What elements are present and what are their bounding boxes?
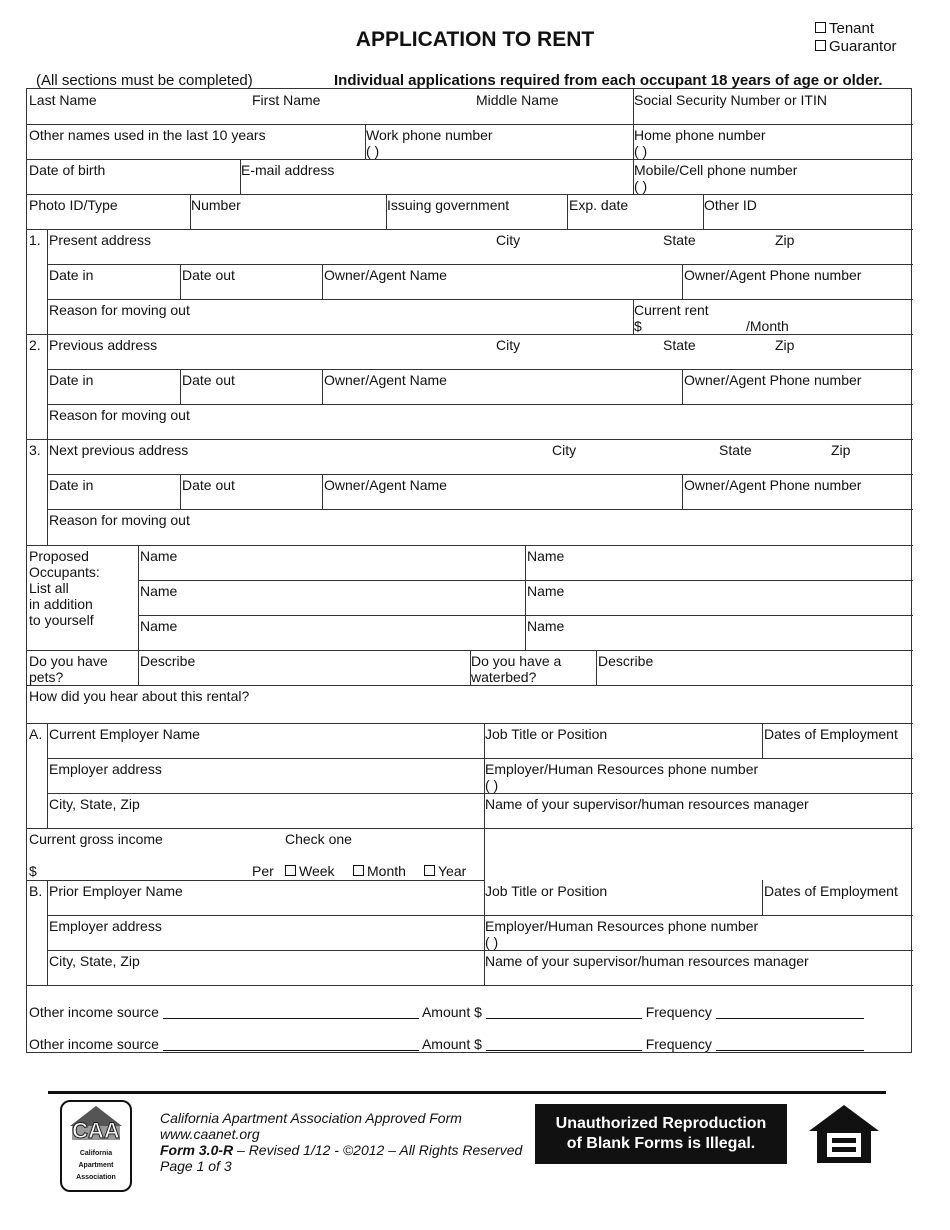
previous-date-in-field[interactable]: Date in <box>49 372 94 388</box>
caa-logo-sub-2: Apartment <box>78 1162 114 1169</box>
ssn-field[interactable]: Social Security Number or ITIN <box>634 92 827 108</box>
other-income-amount-input-1[interactable] <box>486 1006 642 1019</box>
other-id-field[interactable]: Other ID <box>704 197 757 213</box>
next-previous-reason-field[interactable]: Reason for moving out <box>49 512 190 528</box>
previous-owner-name-field[interactable]: Owner/Agent Name <box>324 372 447 388</box>
previous-state-field[interactable]: State <box>663 337 696 353</box>
address-2-number: 2. <box>29 337 41 353</box>
other-income-amount-label-2: Amount $ <box>421 1036 482 1052</box>
year-label: Year <box>438 863 467 879</box>
other-income-row-1 <box>29 1004 864 1020</box>
mobile-phone-area-code: ( ) <box>634 178 648 194</box>
present-reason-field[interactable]: Reason for moving out <box>49 302 190 318</box>
footer-info <box>160 1110 522 1174</box>
gross-income-dollar: $ <box>29 863 37 879</box>
other-names-field[interactable]: Other names used in the last 10 years <box>29 127 266 143</box>
other-income-frequency-input-1[interactable] <box>716 1006 864 1019</box>
present-state-field[interactable]: State <box>663 232 696 248</box>
gross-income-field[interactable]: Current gross income <box>29 831 163 847</box>
employer-a-letter: A. <box>29 726 43 742</box>
other-income-frequency-input-2[interactable] <box>716 1038 864 1051</box>
address-1-number: 1. <box>29 232 41 248</box>
guarantor-label: Guarantor <box>829 38 897 55</box>
month-checkbox[interactable] <box>353 865 364 876</box>
next-previous-date-out-field[interactable]: Date out <box>182 477 235 493</box>
id-number-field[interactable]: Number <box>191 197 241 213</box>
prior-dates-employment-field[interactable]: Dates of Employment <box>764 883 898 899</box>
dob-field[interactable]: Date of birth <box>29 162 106 178</box>
how-did-you-hear-field[interactable]: How did you hear about this rental? <box>29 688 250 704</box>
prior-employer-address-field[interactable]: Employer address <box>49 918 162 934</box>
current-dates-employment-field[interactable]: Dates of Employment <box>764 726 898 742</box>
occupants-label-line-4: in addition <box>29 596 93 612</box>
present-city-field[interactable]: City <box>496 232 521 248</box>
guarantor-checkbox[interactable] <box>815 40 826 51</box>
footer-page-number: Page 1 of 3 <box>160 1158 232 1174</box>
occupant-name-5[interactable]: Name <box>140 618 178 634</box>
footer-approved-form: California Apartment Association Approved Form <box>160 1110 462 1126</box>
footer-form-id: Form 3.0-R <box>160 1142 234 1158</box>
other-income-frequency-label-1: Frequency <box>645 1004 712 1020</box>
prior-hr-phone-field[interactable]: Employer/Human Resources phone number <box>485 918 759 934</box>
income-week-option[interactable] <box>285 863 335 879</box>
current-job-title-field[interactable]: Job Title or Position <box>485 726 608 742</box>
present-owner-phone-field[interactable]: Owner/Agent Phone number <box>684 267 862 283</box>
first-name-field[interactable]: First Name <box>252 92 321 108</box>
occupant-name-1[interactable]: Name <box>140 548 178 564</box>
prior-employer-city-field[interactable]: City, State, Zip <box>49 953 140 969</box>
prior-hr-phone-area-code: ( ) <box>485 934 499 950</box>
current-supervisor-field[interactable]: Name of your supervisor/human resources manager <box>485 796 809 812</box>
home-phone-field[interactable]: Home phone number <box>634 127 766 143</box>
photo-id-field[interactable]: Photo ID/Type <box>29 197 118 213</box>
waterbed-label-line-1: Do you have a <box>471 653 562 669</box>
other-income-frequency-label-2: Frequency <box>645 1036 712 1052</box>
present-zip-field[interactable]: Zip <box>775 232 795 248</box>
other-income-amount-label-1: Amount $ <box>421 1004 482 1020</box>
tenant-option[interactable] <box>815 20 874 37</box>
week-checkbox[interactable] <box>285 865 296 876</box>
caa-logo-sub-3: Association <box>76 1174 116 1181</box>
prior-job-title-field[interactable]: Job Title or Position <box>485 883 608 899</box>
middle-name-field[interactable]: Middle Name <box>476 92 559 108</box>
caa-logo-text: CAA <box>72 1118 120 1143</box>
pets-describe-field[interactable]: Describe <box>140 653 196 669</box>
work-phone-field[interactable]: Work phone number <box>366 127 493 143</box>
warning-line-2: of Blank Forms is Illegal. <box>566 1135 756 1152</box>
note-individual-applications: Individual applications required from each occupant 18 years of age or older. <box>334 72 883 89</box>
occupants-label-line-5: to yourself <box>29 612 94 628</box>
month-label: Month <box>367 863 406 879</box>
previous-reason-field[interactable]: Reason for moving out <box>49 407 190 423</box>
week-label: Week <box>299 863 335 879</box>
current-employer-address-field[interactable]: Employer address <box>49 761 162 777</box>
check-one-label: Check one <box>285 831 352 847</box>
other-income-source-label-1: Other income source <box>29 1004 159 1020</box>
footer-revision <box>160 1142 522 1158</box>
previous-city-field[interactable]: City <box>496 337 521 353</box>
tenant-checkbox[interactable] <box>815 22 826 33</box>
next-previous-state-field[interactable]: State <box>719 442 752 458</box>
employer-b-letter: B. <box>29 883 43 899</box>
previous-zip-field[interactable]: Zip <box>775 337 795 353</box>
current-rent-month: /Month <box>746 318 789 334</box>
income-per-label: Per <box>252 863 274 879</box>
present-owner-name-field[interactable]: Owner/Agent Name <box>324 267 447 283</box>
present-date-out-field[interactable]: Date out <box>182 267 235 283</box>
tenant-label: Tenant <box>829 20 875 37</box>
year-checkbox[interactable] <box>424 865 435 876</box>
equal-housing-icon <box>807 1103 881 1165</box>
income-month-option[interactable] <box>353 863 406 879</box>
current-employer-city-field[interactable]: City, State, Zip <box>49 796 140 812</box>
next-previous-date-in-field[interactable]: Date in <box>49 477 94 493</box>
mobile-phone-field[interactable]: Mobile/Cell phone number <box>634 162 798 178</box>
occupant-name-4[interactable]: Name <box>527 583 565 599</box>
next-previous-owner-name-field[interactable]: Owner/Agent Name <box>324 477 447 493</box>
address-3-number: 3. <box>29 442 41 458</box>
application-form <box>26 88 912 1053</box>
prior-employer-name-field[interactable]: Prior Employer Name <box>49 883 183 899</box>
home-phone-area-code: ( ) <box>634 143 648 159</box>
waterbed-label-line-2: waterbed? <box>471 669 537 685</box>
form-title: APPLICATION TO RENT <box>355 28 595 51</box>
footer-website-link[interactable]: www.caanet.org <box>160 1126 260 1142</box>
exp-date-field[interactable]: Exp. date <box>569 197 629 213</box>
current-hr-phone-field[interactable]: Employer/Human Resources phone number <box>485 761 759 777</box>
warning-line-1: Unauthorized Reproduction <box>555 1115 767 1132</box>
other-income-source-input-1[interactable] <box>163 1006 419 1019</box>
pets-label-line-1: Do you have <box>29 653 108 669</box>
occupants-label-line-2: Occupants: <box>29 564 100 580</box>
footer-rule <box>48 1091 886 1094</box>
occupants-label-line-3: List all <box>29 580 69 596</box>
prior-supervisor-field[interactable]: Name of your supervisor/human resources manager <box>485 953 809 969</box>
note-all-sections: (All sections must be completed) <box>36 72 253 89</box>
reproduction-warning <box>535 1104 787 1164</box>
next-previous-zip-field[interactable]: Zip <box>831 442 851 458</box>
occupant-name-2[interactable]: Name <box>527 548 565 564</box>
current-employer-name-field[interactable]: Current Employer Name <box>49 726 200 742</box>
income-year-option[interactable] <box>424 863 466 879</box>
occupant-name-6[interactable]: Name <box>527 618 565 634</box>
current-rent-dollar: $ <box>634 318 642 334</box>
pets-label-line-2: pets? <box>29 669 64 685</box>
waterbed-describe-field[interactable]: Describe <box>598 653 654 669</box>
occupants-label-line-1: Proposed <box>29 548 89 564</box>
email-field[interactable]: E-mail address <box>241 162 335 178</box>
guarantor-option[interactable] <box>815 38 897 55</box>
occupant-name-3[interactable]: Name <box>140 583 178 599</box>
caa-logo-sub-1: California <box>79 1150 113 1157</box>
current-rent-field[interactable]: Current rent <box>634 302 709 318</box>
other-income-amount-input-2[interactable] <box>486 1038 642 1051</box>
previous-date-out-field[interactable]: Date out <box>182 372 235 388</box>
footer-revision-text: – Revised 1/12 - ©2012 – All Rights Reserved <box>233 1142 523 1158</box>
next-previous-city-field[interactable]: City <box>552 442 577 458</box>
next-previous-address-field[interactable]: Next previous address <box>49 442 189 458</box>
previous-owner-phone-field[interactable]: Owner/Agent Phone number <box>684 372 862 388</box>
current-hr-phone-area-code: ( ) <box>485 777 499 793</box>
issuing-government-field[interactable]: Issuing government <box>387 197 510 213</box>
next-previous-owner-phone-field[interactable]: Owner/Agent Phone number <box>684 477 862 493</box>
present-date-in-field[interactable]: Date in <box>49 267 94 283</box>
last-name-field[interactable]: Last Name <box>29 92 97 108</box>
present-address-field[interactable]: Present address <box>49 232 151 248</box>
previous-address-field[interactable]: Previous address <box>49 337 158 353</box>
caa-logo <box>60 1100 132 1192</box>
work-phone-area-code: ( ) <box>366 143 380 159</box>
other-income-source-label-2: Other income source <box>29 1036 159 1052</box>
other-income-row-2 <box>29 1036 864 1052</box>
other-income-source-input-2[interactable] <box>163 1038 419 1051</box>
